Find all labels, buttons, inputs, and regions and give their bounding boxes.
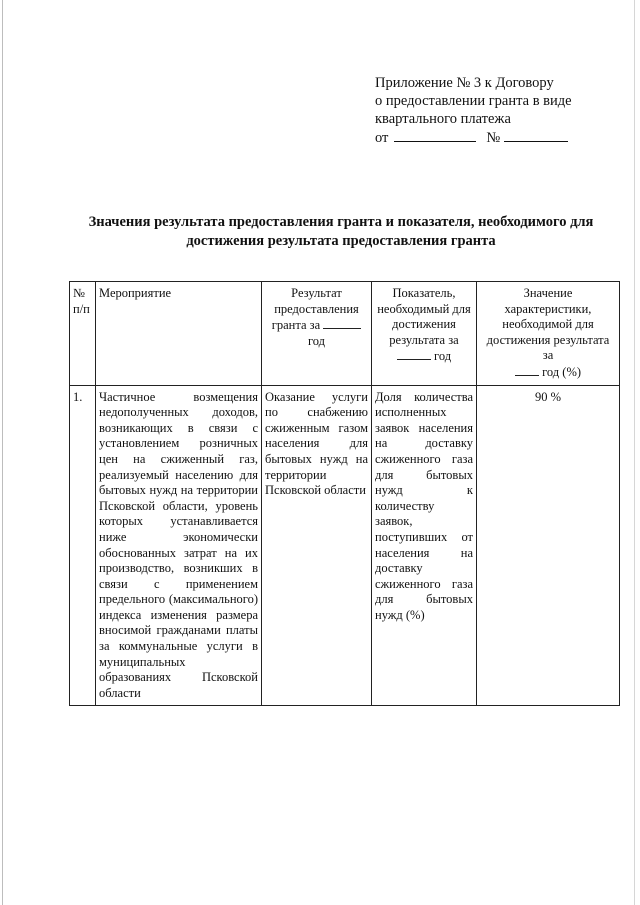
header-value: [477, 282, 620, 386]
row-indicator: Доля количества исполненных заявок населения на доставку сжиженного газа для бытовых нужд к количеству заявок, поступивших от населения на доставку сжиженного газа для бытовых нужд (%): [372, 385, 477, 706]
from-label: от: [375, 130, 389, 146]
date-blank: [394, 128, 476, 142]
header-indicator-year: год: [434, 349, 452, 364]
appendix-line-1: Приложение № 3 к Договору: [375, 75, 554, 91]
number-label: №: [486, 130, 501, 146]
header-indicator: [372, 282, 477, 386]
row-result: Оказание услуги по снабжению сжиженным газом населения для бытовых нужд на территории Псковской области: [262, 385, 372, 706]
page-edge-left: [2, 0, 3, 905]
appendix-line-3: квартального платежа: [375, 111, 511, 127]
appendix-date-number-line: [375, 128, 615, 147]
results-table: [69, 281, 620, 706]
header-value-year: год (%): [542, 364, 582, 379]
row-event: Частичное возмещения недополученных доходов, возникающих в связи с установлением розничных цен на сжиженный газ, реализуемый населению для бытовых нужд на территории Псковской области, уровень которых устанавливается ниже экономически обоснованных затрат на их производство, возникших в связи с применением предельного (максимального) индекса изменения размера вносимой гражданами платы за коммунальные услуги в муниципальных образованиях Псковской области: [96, 385, 262, 706]
year-blank: [515, 364, 539, 376]
header-value-text: Значение характеристики, необходимой для достижения результата за: [486, 286, 610, 363]
table-row: [70, 385, 620, 706]
table-header-row: [70, 282, 620, 386]
appendix-line-2: о предоставлении гранта в виде: [375, 93, 572, 109]
title-line-2: достижения результата предоставления гранта: [186, 233, 496, 249]
page-edge-right: [634, 0, 635, 905]
header-result-text: Результат предоставления гранта за: [271, 286, 359, 333]
appendix-header: [375, 74, 615, 147]
title-line-1: Значения результата предоставления гранта и показателя, необходимого для: [88, 214, 594, 230]
header-event: Мероприятие: [96, 282, 262, 386]
row-value: 90 %: [477, 385, 620, 706]
header-result-year: год: [307, 333, 326, 348]
number-blank: [504, 128, 568, 142]
year-blank: [323, 317, 361, 329]
document-title: [66, 213, 616, 251]
year-blank: [397, 348, 431, 360]
header-indicator-text: Показатель, необходимый для достижения результата за: [377, 286, 471, 347]
row-num: 1.: [70, 385, 96, 706]
header-result: [262, 282, 372, 386]
header-num: № п/п: [70, 282, 96, 386]
